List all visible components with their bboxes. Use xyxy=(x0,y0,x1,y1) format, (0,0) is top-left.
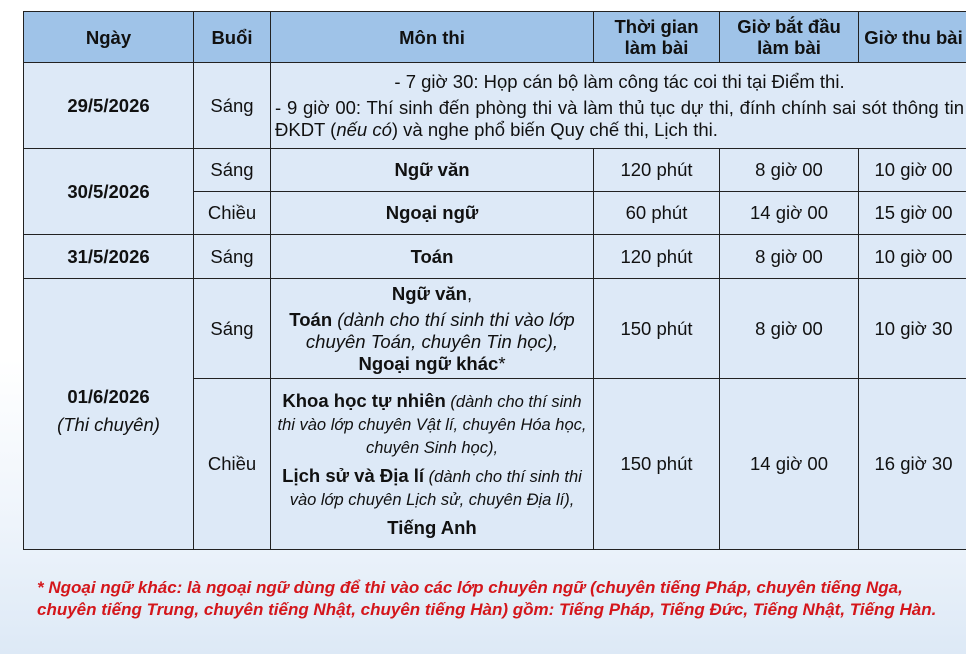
subject-note: (dành cho thí sinh thi vào lớp chuyên Vật lí, chuyên Hóa học, chuyên Sinh học), xyxy=(277,392,587,457)
subject-name: Ngữ văn xyxy=(391,282,467,304)
header-session: Buổi xyxy=(194,12,271,63)
subject-line xyxy=(275,283,589,305)
date-note: (Thi chuyên) xyxy=(57,414,160,435)
header-duration xyxy=(594,12,720,63)
date-cell: 31/5/2026 xyxy=(24,235,194,279)
subject-line xyxy=(275,465,589,511)
start-time-cell: 8 giờ 00 xyxy=(720,279,859,379)
subject-line xyxy=(275,309,589,353)
subject-suffix: , xyxy=(466,282,473,304)
subject-line xyxy=(275,517,589,539)
note2-text-b: ) và nghe phổ biến Quy chế thi, Lịch thi. xyxy=(391,118,718,140)
subject-note: (dành cho thí sinh thi vào lớp chuyên Lịch sử, chuyên Địa lí), xyxy=(289,467,582,509)
header-start-line2: làm bài xyxy=(757,37,821,58)
subject-line xyxy=(275,390,589,459)
table-row xyxy=(24,63,966,149)
end-time-cell: 16 giờ 30 xyxy=(859,379,966,550)
date-cell: 29/5/2026 xyxy=(24,63,194,149)
header-end: Giờ thu bài xyxy=(859,12,966,63)
note-line-2 xyxy=(275,97,964,141)
date-cell: 30/5/2026 xyxy=(24,149,194,235)
duration-cell: 60 phút xyxy=(594,192,720,235)
table-row xyxy=(24,279,966,379)
date-text: 01/6/2026 xyxy=(67,386,150,407)
subject-cell: Toán xyxy=(271,235,594,279)
subject-cell xyxy=(271,279,594,379)
session-cell: Chiều xyxy=(194,379,271,550)
subject-cell: Ngữ văn xyxy=(271,149,594,192)
subject-name: Khoa học tự nhiên xyxy=(282,389,446,411)
duration-cell: 120 phút xyxy=(594,149,720,192)
start-time-cell: 14 giờ 00 xyxy=(720,192,859,235)
header-start xyxy=(720,12,859,63)
end-time-cell: 15 giờ 00 xyxy=(859,192,966,235)
session-cell: Sáng xyxy=(194,279,271,379)
start-time-cell: 8 giờ 00 xyxy=(720,149,859,192)
subject-name: Lịch sử và Địa lí xyxy=(282,464,425,486)
note2-italic: nếu có xyxy=(336,118,392,140)
session-cell: Sáng xyxy=(194,235,271,279)
note2-text-a: - 9 giờ 00: Thí sinh đến phòng thi và làm thủ tục dự thi, đính chính sai sót thông tin ĐKDT ( xyxy=(275,96,964,140)
subject-cell xyxy=(271,379,594,550)
day1-notes xyxy=(271,63,966,149)
table-row xyxy=(24,149,966,192)
note-line-1: - 7 giờ 30: Họp cán bộ làm công tác coi thi tại Điểm thi. xyxy=(394,70,845,92)
subject-cell: Ngoại ngữ xyxy=(271,192,594,235)
end-time-cell: 10 giờ 00 xyxy=(859,235,966,279)
header-start-line1: Giờ bắt đầu xyxy=(737,16,841,37)
duration-cell: 120 phút xyxy=(594,235,720,279)
exam-schedule-table xyxy=(23,11,966,550)
subject-line xyxy=(275,353,589,375)
session-cell: Chiều xyxy=(194,192,271,235)
subject-note: (dành cho thí sinh thi vào lớp chuyên Toán, chuyên Tin học), xyxy=(305,308,575,352)
session-cell: Sáng xyxy=(194,63,271,149)
duration-cell: 150 phút xyxy=(594,279,720,379)
date-cell xyxy=(24,279,194,550)
duration-cell: 150 phút xyxy=(594,379,720,550)
subject-name: Tiếng Anh xyxy=(387,516,477,538)
subject-name: Ngoại ngữ khác xyxy=(358,352,499,374)
end-time-cell: 10 giờ 30 xyxy=(859,279,966,379)
session-cell: Sáng xyxy=(194,149,271,192)
schedule-wrapper xyxy=(23,11,964,550)
header-row xyxy=(24,12,966,63)
subject-name: Toán xyxy=(289,308,333,330)
header-date: Ngày xyxy=(24,12,194,63)
header-duration-line2: làm bài xyxy=(624,37,689,58)
start-time-cell: 14 giờ 00 xyxy=(720,379,859,550)
end-time-cell: 10 giờ 00 xyxy=(859,149,966,192)
header-duration-line1: Thời gian xyxy=(614,16,699,37)
footnote: * Ngoại ngữ khác: là ngoại ngữ dùng để thi vào các lớp chuyên ngữ (chuyên tiếng Pháp, chuyên tiếng Nga, chuyên tiếng Trung, chuyên tiếng Nhật, chuyên tiếng Hàn) gồm: Tiếng Pháp, Tiếng Đức, Tiếng Nhật, Tiếng Hàn. xyxy=(37,578,937,619)
header-subject: Môn thi xyxy=(271,12,594,63)
subject-suffix: * xyxy=(498,352,506,374)
table-row xyxy=(24,235,966,279)
start-time-cell: 8 giờ 00 xyxy=(720,235,859,279)
